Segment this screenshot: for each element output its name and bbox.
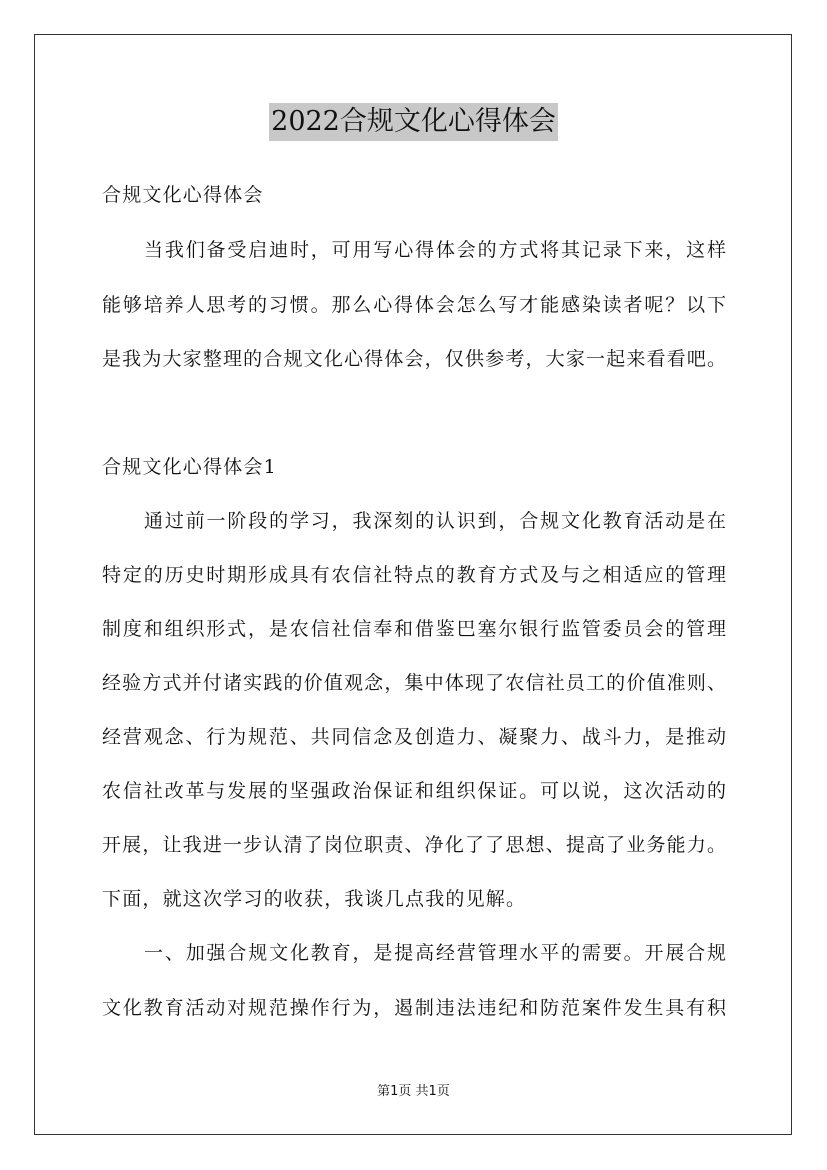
paragraph-line-7: 开展，让我进一步认清了岗位职责、净化了了思想、提高了业务能力。 bbox=[102, 834, 726, 856]
intro-line-2: 能够培养人思考的习惯。那么心得体会怎么写才能感染读者呢？以下 bbox=[102, 294, 726, 316]
page-footer: 第1页 共1页 bbox=[377, 1084, 450, 1099]
paragraph-line-1: 通过前一阶段的学习，我深刻的认识到，合规文化教育活动是在 bbox=[144, 510, 726, 532]
paragraph-line-3: 制度和组织形式，是农信社信奉和借鉴巴塞尔银行监管委员会的管理 bbox=[102, 618, 726, 640]
paragraph2-line-1: 一、加强合规文化教育，是提高经营管理水平的需要。开展合规 bbox=[144, 942, 726, 964]
intro-line-3: 是我为大家整理的合规文化心得体会，仅供参考，大家一起来看看吧。 bbox=[102, 348, 726, 370]
paragraph2-line-2: 文化教育活动对规范操作行为，遏制违法违纪和防范案件发生具有积 bbox=[102, 997, 726, 1019]
paragraph-line-4: 经验方式并付诸实践的价值观念，集中体现了农信社员工的价值准则、 bbox=[102, 672, 726, 694]
paragraph-line-6: 农信社改革与发展的坚强政治保证和组织保证。可以说，这次活动的 bbox=[102, 780, 726, 802]
paragraph-line-5: 经营观念、行为规范、共同信念及创造力、凝聚力、战斗力，是推动 bbox=[102, 726, 726, 748]
section-heading: 合规文化心得体会1 bbox=[102, 456, 277, 478]
paragraph-line-8: 下面，就这次学习的收获，我谈几点我的见解。 bbox=[102, 888, 527, 910]
intro-line-1: 当我们备受启迪时，可用写心得体会的方式将其记录下来，这样 bbox=[144, 239, 726, 261]
paragraph-line-2: 特定的历史时期形成具有农信社特点的教育方式及与之相适应的管理 bbox=[102, 564, 726, 586]
title-container bbox=[0, 103, 827, 141]
document-title: 2022合规文化心得体会 bbox=[269, 103, 558, 141]
document-subtitle: 合规文化心得体会 bbox=[102, 184, 264, 206]
